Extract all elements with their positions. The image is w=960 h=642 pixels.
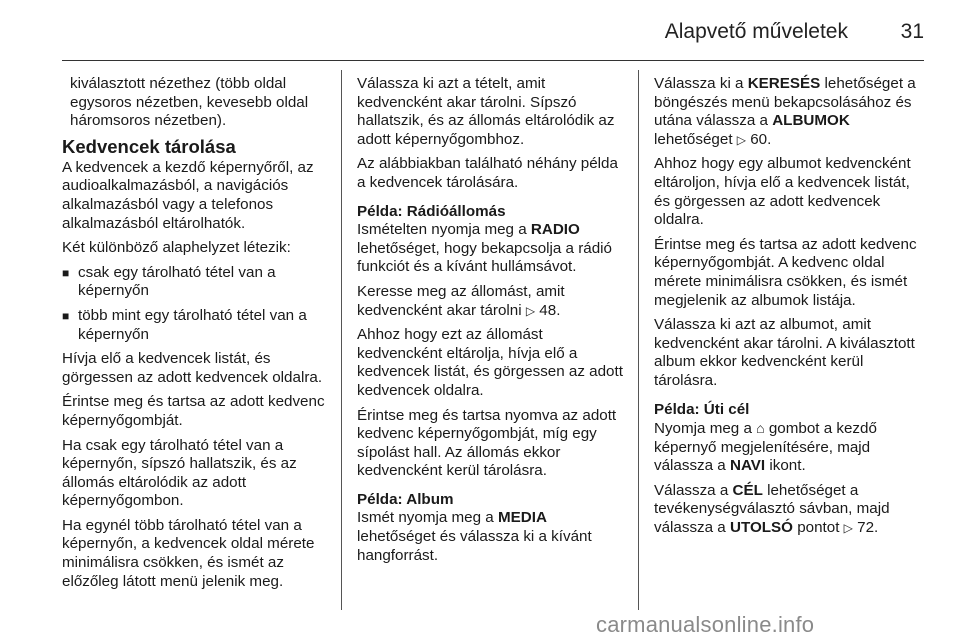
page-reference: 60. — [746, 130, 772, 148]
column-2 — [357, 75, 627, 571]
text-run: Nyomja meg a — [654, 420, 757, 438]
text-run: lehetőséget a böngészés menü bekapcsolásához és utána válassza a — [654, 75, 916, 130]
column-3 — [654, 75, 929, 544]
page-reference: 72. — [852, 519, 879, 537]
paragraph — [654, 419, 929, 476]
bullet-square-icon: ■ — [62, 265, 70, 280]
keyword-recent: UTOLSÓ — [729, 519, 793, 537]
example-heading-destination: Példa: Úti cél — [654, 400, 750, 418]
paragraph: Érintse meg és tartsa nyomva az adott kedvenc képernyőgombját, míg egy sípolást hall. Az állomás ekkor kedvencként kerül tárolásra. — [357, 406, 617, 480]
section-heading: Kedvencek tárolása — [62, 135, 236, 157]
keyword-destination: CÉL — [732, 481, 763, 499]
keyword-radio: RADIO — [530, 221, 580, 239]
text-run: Ismét nyomja meg a — [357, 509, 498, 527]
list-item — [62, 264, 330, 301]
keyword-media: MEDIA — [497, 509, 547, 527]
keyword-search: KERESÉS — [747, 75, 821, 92]
column-divider-1 — [341, 70, 342, 610]
header-divider — [62, 60, 924, 61]
paragraph: Ahhoz hogy ezt az állomást kedvencként eltárolja, hívja elő a kedvencek listát, és görgessen az adott kedvencek oldalra. — [357, 326, 623, 399]
paragraph: Válassza ki azt a tételt, amit kedvencként akar tárolni. Sípszó hallatszik, és az állomás eltárolódik az adott képernyőgombhoz. — [357, 75, 615, 148]
keyword-navi: NAVI — [729, 457, 766, 475]
paragraph: Ha egynél több tárolható tétel van a képernyőn, a kedvencek oldal mérete minimálisra csökken, és ismét az előzőleg látott menü jelenik meg. — [62, 516, 315, 590]
example-heading-album: Példa: Album — [357, 490, 454, 508]
page-reference-arrow-icon: ▷ — [843, 521, 853, 536]
text-run: Válassza a — [654, 481, 733, 499]
text-run: Keresse meg az állomást, amit kedvencként akar tárolni — [357, 282, 565, 319]
column-1 — [62, 75, 330, 597]
paragraph: Érintse meg és tartsa az adott kedvenc képernyőgombját. A kedvenc oldal mérete minimálisra csökken, és ismét megjelenik az albumok listája. — [654, 235, 917, 309]
list-item — [62, 307, 330, 344]
intro-paragraph: kiválasztott nézethez (több oldal egysoros nézetben, kevesebb oldal háromsoros nézetben). — [70, 75, 309, 130]
paragraph — [654, 482, 929, 538]
paragraph: Ahhoz hogy egy albumot kedvencként eltároljon, hívja elő a kedvencek listát, és görgessen az adott kedvencek oldalra. — [654, 155, 911, 229]
text-run: Válassza ki a — [654, 75, 748, 92]
column-divider-2 — [638, 70, 639, 610]
text-run: lehetőséget — [654, 130, 737, 148]
text-run: lehetőséget a tevékenységválasztó sávban, majd válassza a — [654, 481, 890, 537]
paragraph: Az alábbiakban található néhány példa a kedvencek tárolására. — [357, 155, 618, 191]
paragraph: Hívja elő a kedvencek listát, és görgessen az adott kedvencek oldalra. — [62, 350, 323, 386]
text-run: lehetőséget, hogy bekapcsolja a rádió funkciót és a kívánt hullámsávot. — [357, 239, 612, 276]
paragraph — [357, 221, 627, 277]
paragraph: A kedvencek a kezdő képernyőről, az audioalkalmazásból, a navigációs alkalmazásból vagy a telefonos alkalmazásból eltárolhatók. — [62, 158, 314, 232]
watermark: carmanualsonline.info — [596, 612, 815, 637]
paragraph: Két különböző alaphelyzet létezik: — [62, 239, 291, 257]
text-run: ikont. — [765, 457, 806, 475]
paragraph: Érintse meg és tartsa az adott kedvenc képernyőgombját. — [62, 393, 325, 429]
paragraph — [357, 509, 627, 565]
paragraph — [654, 75, 929, 149]
text-run: lehetőséget és válassza ki a kívánt hangforrást. — [357, 528, 592, 564]
text-run: Ismételten nyomja meg a — [357, 221, 531, 239]
example-heading-radio: Példa: Rádióállomás — [357, 202, 506, 220]
page-number: 31 — [900, 20, 924, 43]
text-run: gombot a kezdő képernyő megjelenítésére, majd válassza a — [654, 420, 877, 475]
home-icon: ⌂ — [756, 420, 765, 437]
list-item-text: csak egy tárolható tétel van a képernyőn — [78, 263, 276, 300]
bullet-square-icon: ■ — [62, 308, 70, 323]
list-item-text: több mint egy tárolható tétel van a képernyőn — [78, 306, 307, 343]
page-reference: 48. — [535, 301, 561, 319]
page-reference-arrow-icon: ▷ — [736, 132, 746, 147]
paragraph — [357, 283, 627, 320]
paragraph: Ha csak egy tárolható tétel van a képernyőn, sípszó hallatszik, és az állomás eltárolódik az adott képernyőgombon. — [62, 436, 297, 510]
text-run: pontot — [793, 519, 844, 537]
page-title: Alapvető műveletek — [664, 20, 848, 43]
page-reference-arrow-icon: ▷ — [525, 303, 536, 318]
paragraph: Válassza ki azt az albumot, amit kedvencként akar tárolni. A kiválasztott album ekkor kedvencként kerül tárolásra. — [654, 316, 915, 389]
keyword-albums: ALBUMOK — [772, 112, 850, 130]
